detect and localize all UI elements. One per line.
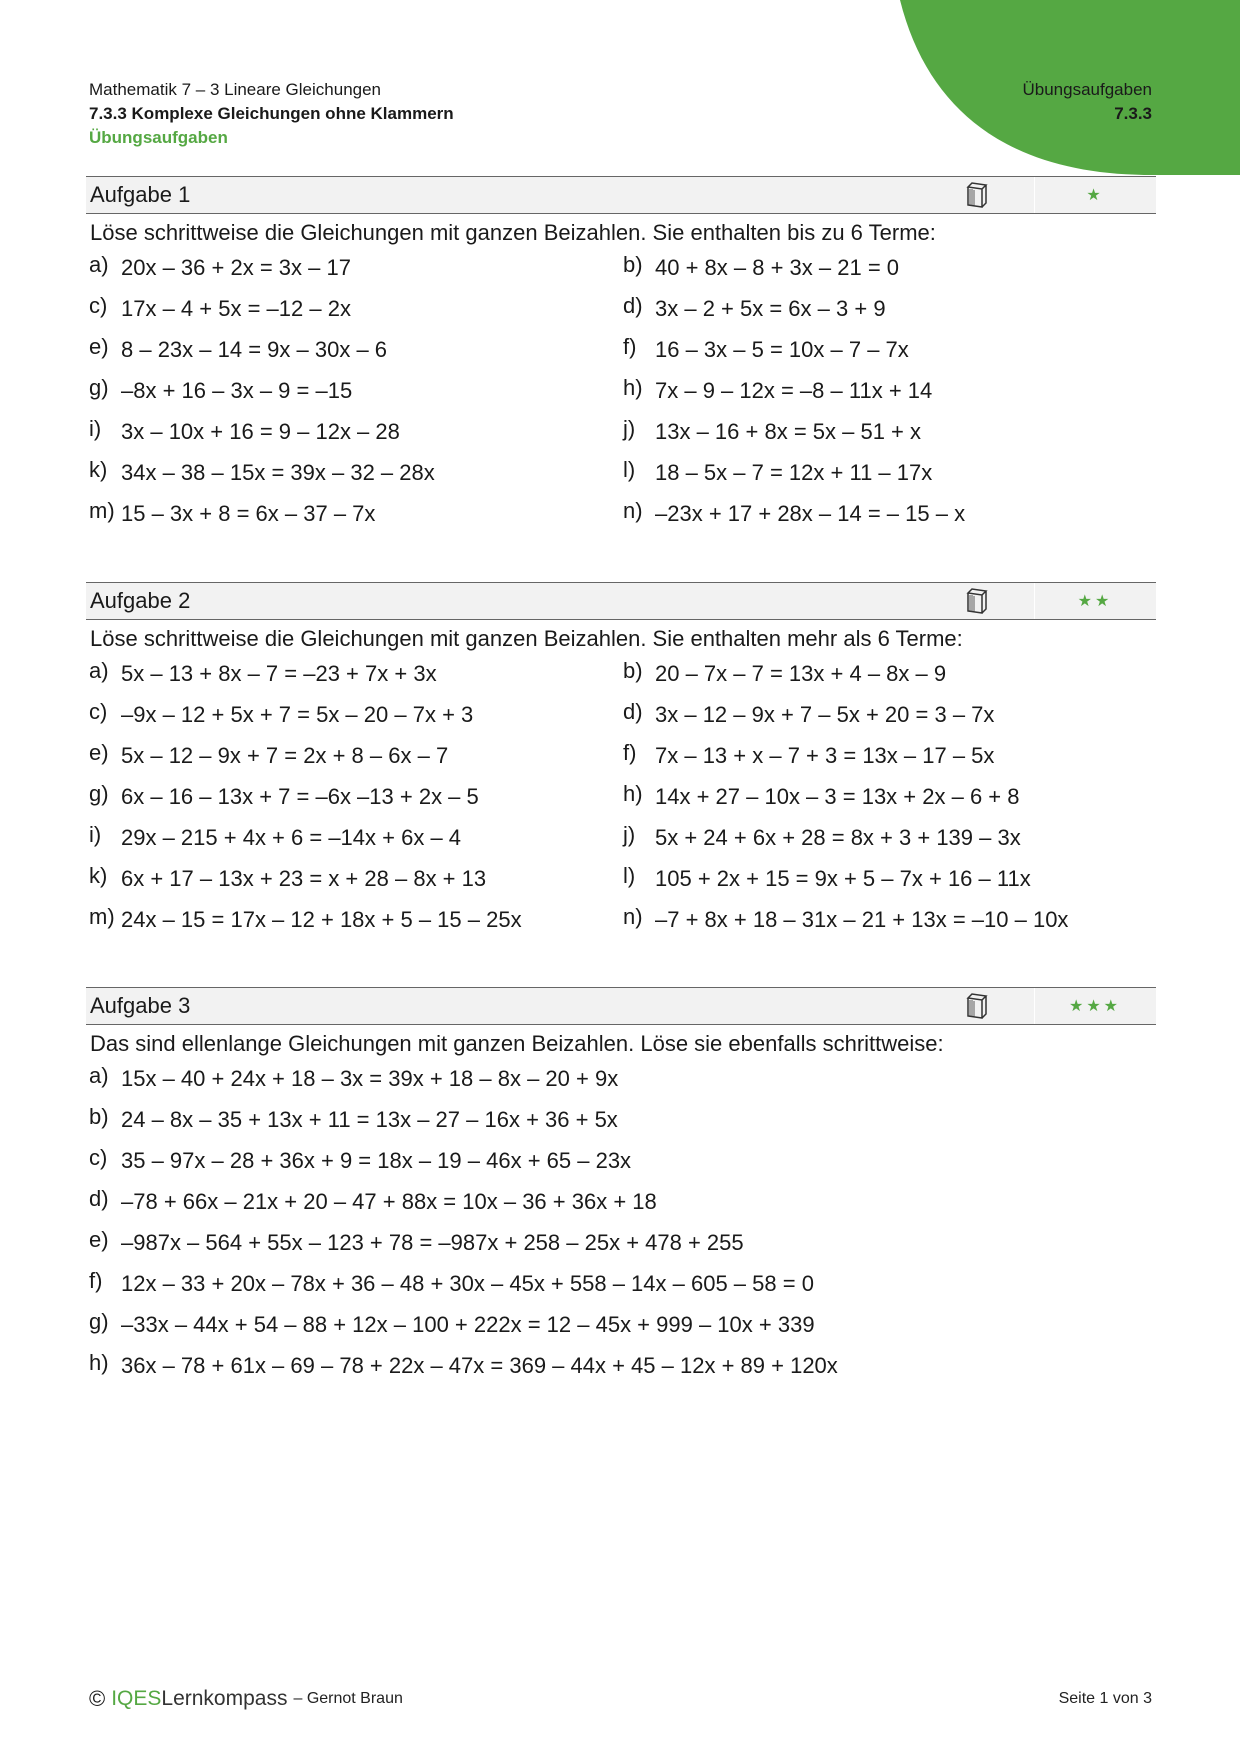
equation-text: 7x – 13 + x – 7 + 3 = 13x – 17 – 5x: [655, 742, 995, 768]
item-label: m): [89, 903, 115, 929]
equation-item: [89, 1140, 1156, 1181]
item-label: k): [89, 862, 108, 888]
item-label: c): [89, 1144, 108, 1170]
equation-list: [86, 653, 1156, 940]
equation-text: 15 – 3x + 8 = 6x – 37 – 7x: [121, 500, 376, 526]
task-intro: Löse schrittweise die Gleichungen mit ganzen Beizahlen. Sie enthalten mehr als 6 Terme:: [90, 626, 963, 651]
equation-list: [86, 1058, 1156, 1386]
equation-item: [89, 370, 623, 411]
equation-item: [623, 817, 1159, 858]
equation-item: [89, 858, 623, 899]
equation-item: [623, 899, 1159, 940]
item-label: n): [623, 903, 643, 929]
header-subject: Mathematik 7 – 3 Lineare Gleichungen: [89, 80, 382, 99]
equation-item: [623, 411, 1159, 452]
difficulty-stars: ★: [1086, 187, 1104, 204]
author: – Gernot Braun: [293, 1690, 403, 1707]
equation-item: [89, 1345, 1156, 1386]
task-2: [86, 582, 1156, 940]
item-label: a): [89, 1062, 109, 1088]
item-label: g): [89, 374, 109, 400]
equation-item: [89, 1058, 1156, 1099]
equation-item: [623, 247, 1159, 288]
task-title: Aufgabe 1: [90, 182, 191, 207]
task-intro: Das sind ellenlange Gleichungen mit ganzen Beizahlen. Löse sie ebenfalls schrittweise:: [90, 1031, 944, 1056]
equation-text: 7x – 9 – 12x = –8 – 11x + 14: [655, 377, 933, 403]
equation-item: [89, 329, 623, 370]
equation-text: 16 – 3x – 5 = 10x – 7 – 7x: [655, 336, 909, 362]
equation-text: –23x + 17 + 28x – 14 = – 15 – x: [655, 500, 966, 526]
equation-text: –8x + 16 – 3x – 9 = –15: [121, 377, 353, 403]
equation-text: 40 + 8x – 8 + 3x – 21 = 0: [655, 254, 900, 280]
equation-text: 36x – 78 + 61x – 69 – 78 + 22x – 47x = 369 – 44x + 45 – 12x + 89 + 120x: [121, 1352, 838, 1378]
equation-text: 18 – 5x – 7 = 12x + 11 – 17x: [655, 459, 933, 485]
equation-text: –987x – 564 + 55x – 123 + 78 = –987x + 258 – 25x + 478 + 255: [121, 1229, 744, 1255]
item-label: c): [89, 292, 108, 318]
equation-item: [89, 1181, 1156, 1222]
task-3: [86, 987, 1156, 1386]
equation-text: –7 + 8x + 18 – 31x – 21 + 13x = –10 – 10x: [655, 906, 1069, 932]
equation-text: 20 – 7x – 7 = 13x + 4 – 8x – 9: [655, 660, 947, 686]
equation-text: 34x – 38 – 15x = 39x – 32 – 28x: [121, 459, 435, 485]
equation-text: –33x – 44x + 54 – 88 + 12x – 100 + 222x = 12 – 45x + 999 – 10x + 339: [121, 1311, 815, 1337]
item-label: b): [89, 1103, 109, 1129]
item-label: i): [89, 821, 102, 847]
item-label: d): [89, 1185, 109, 1211]
equation-item: [623, 858, 1159, 899]
header-right: [1022, 78, 1152, 126]
item-label: d): [623, 698, 643, 724]
equation-text: 105 + 2x + 15 = 9x + 5 – 7x + 16 – 11x: [655, 865, 1031, 891]
item-label: g): [89, 780, 109, 806]
item-label: e): [89, 333, 109, 359]
task-intro: Löse schrittweise die Gleichungen mit ganzen Beizahlen. Sie enthalten bis zu 6 Terme:: [90, 220, 936, 245]
item-label: i): [89, 415, 102, 441]
item-label: l): [623, 456, 636, 482]
equation-item: [89, 694, 623, 735]
header-subtitle: 7.3.3 Komplexe Gleichungen ohne Klammern: [89, 104, 454, 123]
equation-item: [89, 288, 623, 329]
equation-item: [623, 694, 1159, 735]
item-label: a): [89, 251, 109, 277]
equation-item: [89, 653, 623, 694]
equation-text: 6x + 17 – 13x + 23 = x + 28 – 8x + 13: [121, 865, 487, 891]
header-section: Übungsaufgaben: [89, 128, 228, 147]
item-label: k): [89, 456, 108, 482]
equation-text: 24 – 8x – 35 + 13x + 11 = 13x – 27 – 16x + 36 + 5x: [121, 1106, 618, 1132]
equation-item: [89, 1263, 1156, 1304]
item-label: m): [89, 497, 115, 523]
task-title: Aufgabe 3: [90, 993, 191, 1018]
page-footer: [89, 1686, 1152, 1712]
item-label: a): [89, 657, 109, 683]
task-1: [86, 176, 1156, 534]
item-label: f): [623, 333, 637, 359]
logo-lernkompass: Lernkompass: [161, 1687, 288, 1710]
item-label: b): [623, 657, 643, 683]
task-header: [86, 176, 1156, 214]
equation-item: [89, 452, 623, 493]
equation-text: –78 + 66x – 21x + 20 – 47 + 88x = 10x – 36 + 36x + 18: [121, 1188, 657, 1214]
equation-text: 3x – 12 – 9x + 7 – 5x + 20 = 3 – 7x: [655, 701, 995, 727]
task-header: [86, 582, 1156, 620]
equation-item: [623, 329, 1159, 370]
equation-text: 6x – 16 – 13x + 7 = –6x –13 + 2x – 5: [121, 783, 479, 809]
item-label: c): [89, 698, 108, 724]
equation-item: [89, 1222, 1156, 1263]
item-label: e): [89, 1226, 109, 1252]
equation-text: 13x – 16 + 8x = 5x – 51 + x: [655, 418, 922, 444]
equation-text: 29x – 215 + 4x + 6 = –14x + 6x – 4: [121, 824, 462, 850]
equation-text: 5x – 13 + 8x – 7 = –23 + 7x + 3x: [121, 660, 437, 686]
equation-item: [89, 817, 623, 858]
equation-item: [89, 493, 623, 534]
equation-item: [89, 735, 623, 776]
equation-item: [89, 1099, 1156, 1140]
header-type: Übungsaufgaben: [1022, 80, 1152, 99]
difficulty-stars: ★★★: [1068, 998, 1122, 1015]
equation-item: [89, 247, 623, 288]
item-label: h): [623, 780, 643, 806]
item-label: j): [623, 821, 636, 847]
equation-item: [623, 493, 1159, 534]
item-label: l): [623, 862, 636, 888]
equation-text: 12x – 33 + 20x – 78x + 36 – 48 + 30x – 45x + 558 – 14x – 605 – 58 = 0: [121, 1270, 814, 1296]
equation-text: 5x – 12 – 9x + 7 = 2x + 8 – 6x – 7: [121, 742, 449, 768]
item-label: h): [89, 1349, 109, 1375]
equation-text: 15x – 40 + 24x + 18 – 3x = 39x + 18 – 8x – 20 + 9x: [121, 1065, 619, 1091]
page-number: Seite 1 von 3: [1058, 1690, 1152, 1707]
book-icon: [962, 990, 994, 1022]
copyright-symbol: ©: [89, 1686, 106, 1711]
logo-iqes: IQES: [111, 1687, 162, 1710]
equation-item: [623, 653, 1159, 694]
equation-item: [623, 776, 1159, 817]
difficulty-stars: ★★: [1077, 593, 1113, 610]
equation-item: [89, 411, 623, 452]
equation-text: 14x + 27 – 10x – 3 = 13x + 2x – 6 + 8: [655, 783, 1020, 809]
equation-text: 3x – 10x + 16 = 9 – 12x – 28: [121, 418, 400, 444]
equation-text: –9x – 12 + 5x + 7 = 5x – 20 – 7x + 3: [121, 701, 474, 727]
equation-item: [89, 899, 623, 940]
equation-text: 8 – 23x – 14 = 9x – 30x – 6: [121, 336, 388, 362]
book-icon: [962, 585, 994, 617]
item-label: e): [89, 739, 109, 765]
equation-item: [623, 452, 1159, 493]
item-label: f): [89, 1267, 103, 1293]
item-label: n): [623, 497, 643, 523]
equation-text: 24x – 15 = 17x – 12 + 18x + 5 – 15 – 25x: [121, 906, 522, 932]
task-header: [86, 987, 1156, 1025]
equation-list: [86, 247, 1156, 534]
header-number: 7.3.3: [1114, 104, 1152, 123]
task-title: Aufgabe 2: [90, 588, 191, 613]
item-label: h): [623, 374, 643, 400]
equation-text: 17x – 4 + 5x = –12 – 2x: [121, 295, 351, 321]
equation-item: [89, 776, 623, 817]
equation-item: [623, 735, 1159, 776]
book-icon: [962, 179, 994, 211]
item-label: f): [623, 739, 637, 765]
item-label: b): [623, 251, 643, 277]
equation-text: 20x – 36 + 2x = 3x – 17: [121, 254, 351, 280]
equation-item: [623, 288, 1159, 329]
equation-item: [623, 370, 1159, 411]
equation-item: [89, 1304, 1156, 1345]
item-label: j): [623, 415, 636, 441]
item-label: g): [89, 1308, 109, 1334]
equation-text: 35 – 97x – 28 + 36x + 9 = 18x – 19 – 46x + 65 – 23x: [121, 1147, 632, 1173]
item-label: d): [623, 292, 643, 318]
page-header: [89, 78, 454, 150]
equation-text: 5x + 24 + 6x + 28 = 8x + 3 + 139 – 3x: [655, 824, 1021, 850]
equation-text: 3x – 2 + 5x = 6x – 3 + 9: [655, 295, 886, 321]
